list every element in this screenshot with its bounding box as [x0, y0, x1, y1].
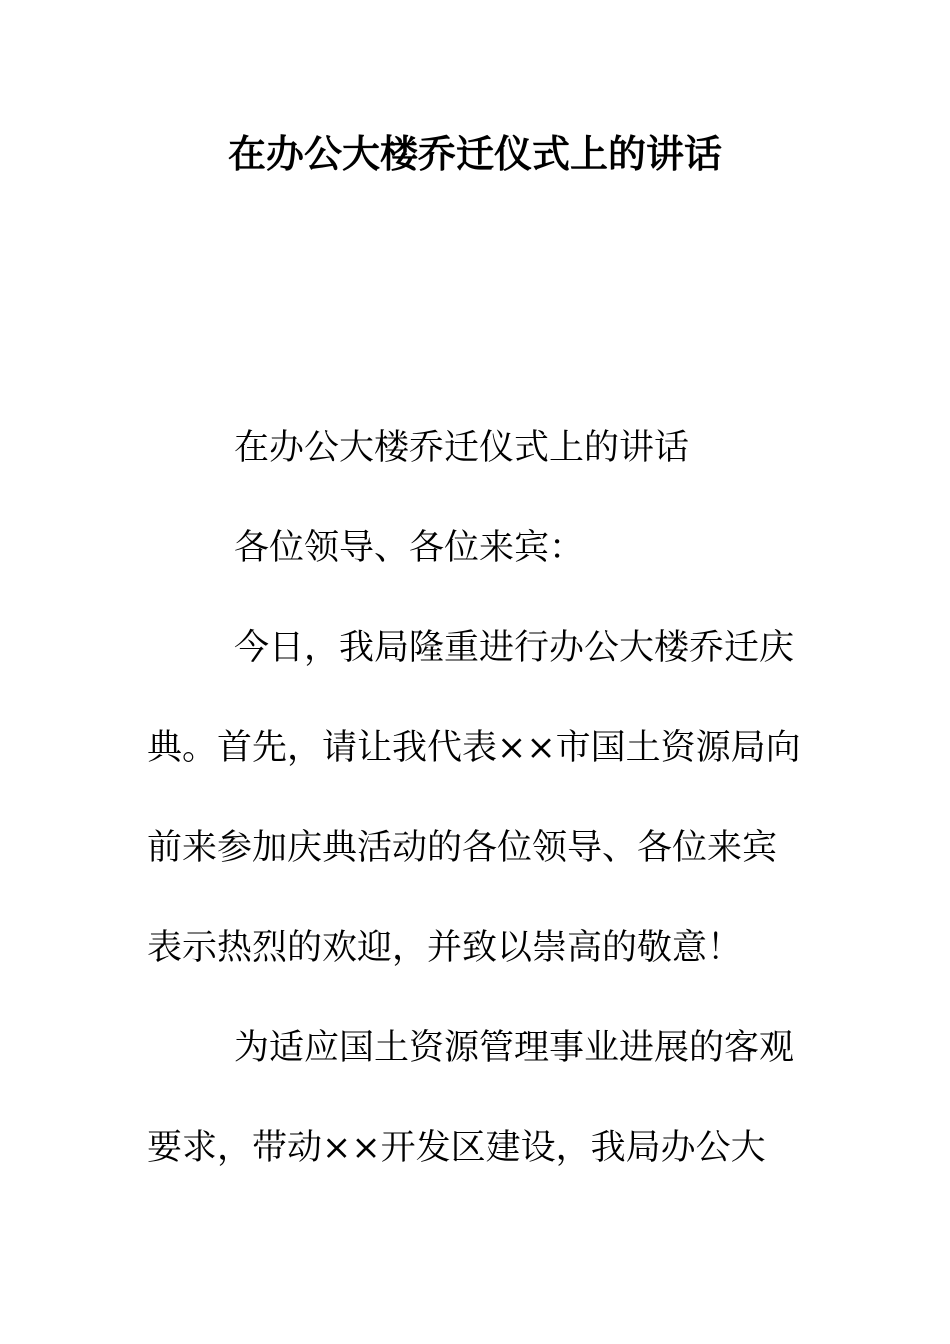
document-body: [147, 398, 807, 1198]
salutation-paragraph: 各位领导、各位来宾：: [234, 528, 585, 568]
subtitle-paragraph: 在办公大楼乔迁仪式上的讲话: [234, 428, 690, 468]
background-paragraph: 为适应国土资源管理事业进展的客观要求，带动××开发区建设，我局办公大: [147, 1028, 795, 1168]
document-title: 在办公大楼乔迁仪式上的讲话: [227, 131, 722, 176]
welcome-paragraph: 今日，我局隆重进行办公大楼乔迁庆典。首先，请让我代表××市国土资源局向前来参加庆典活动的各位领导、各位来宾表示热烈的欢迎，并致以崇高的敬意！: [147, 628, 801, 968]
